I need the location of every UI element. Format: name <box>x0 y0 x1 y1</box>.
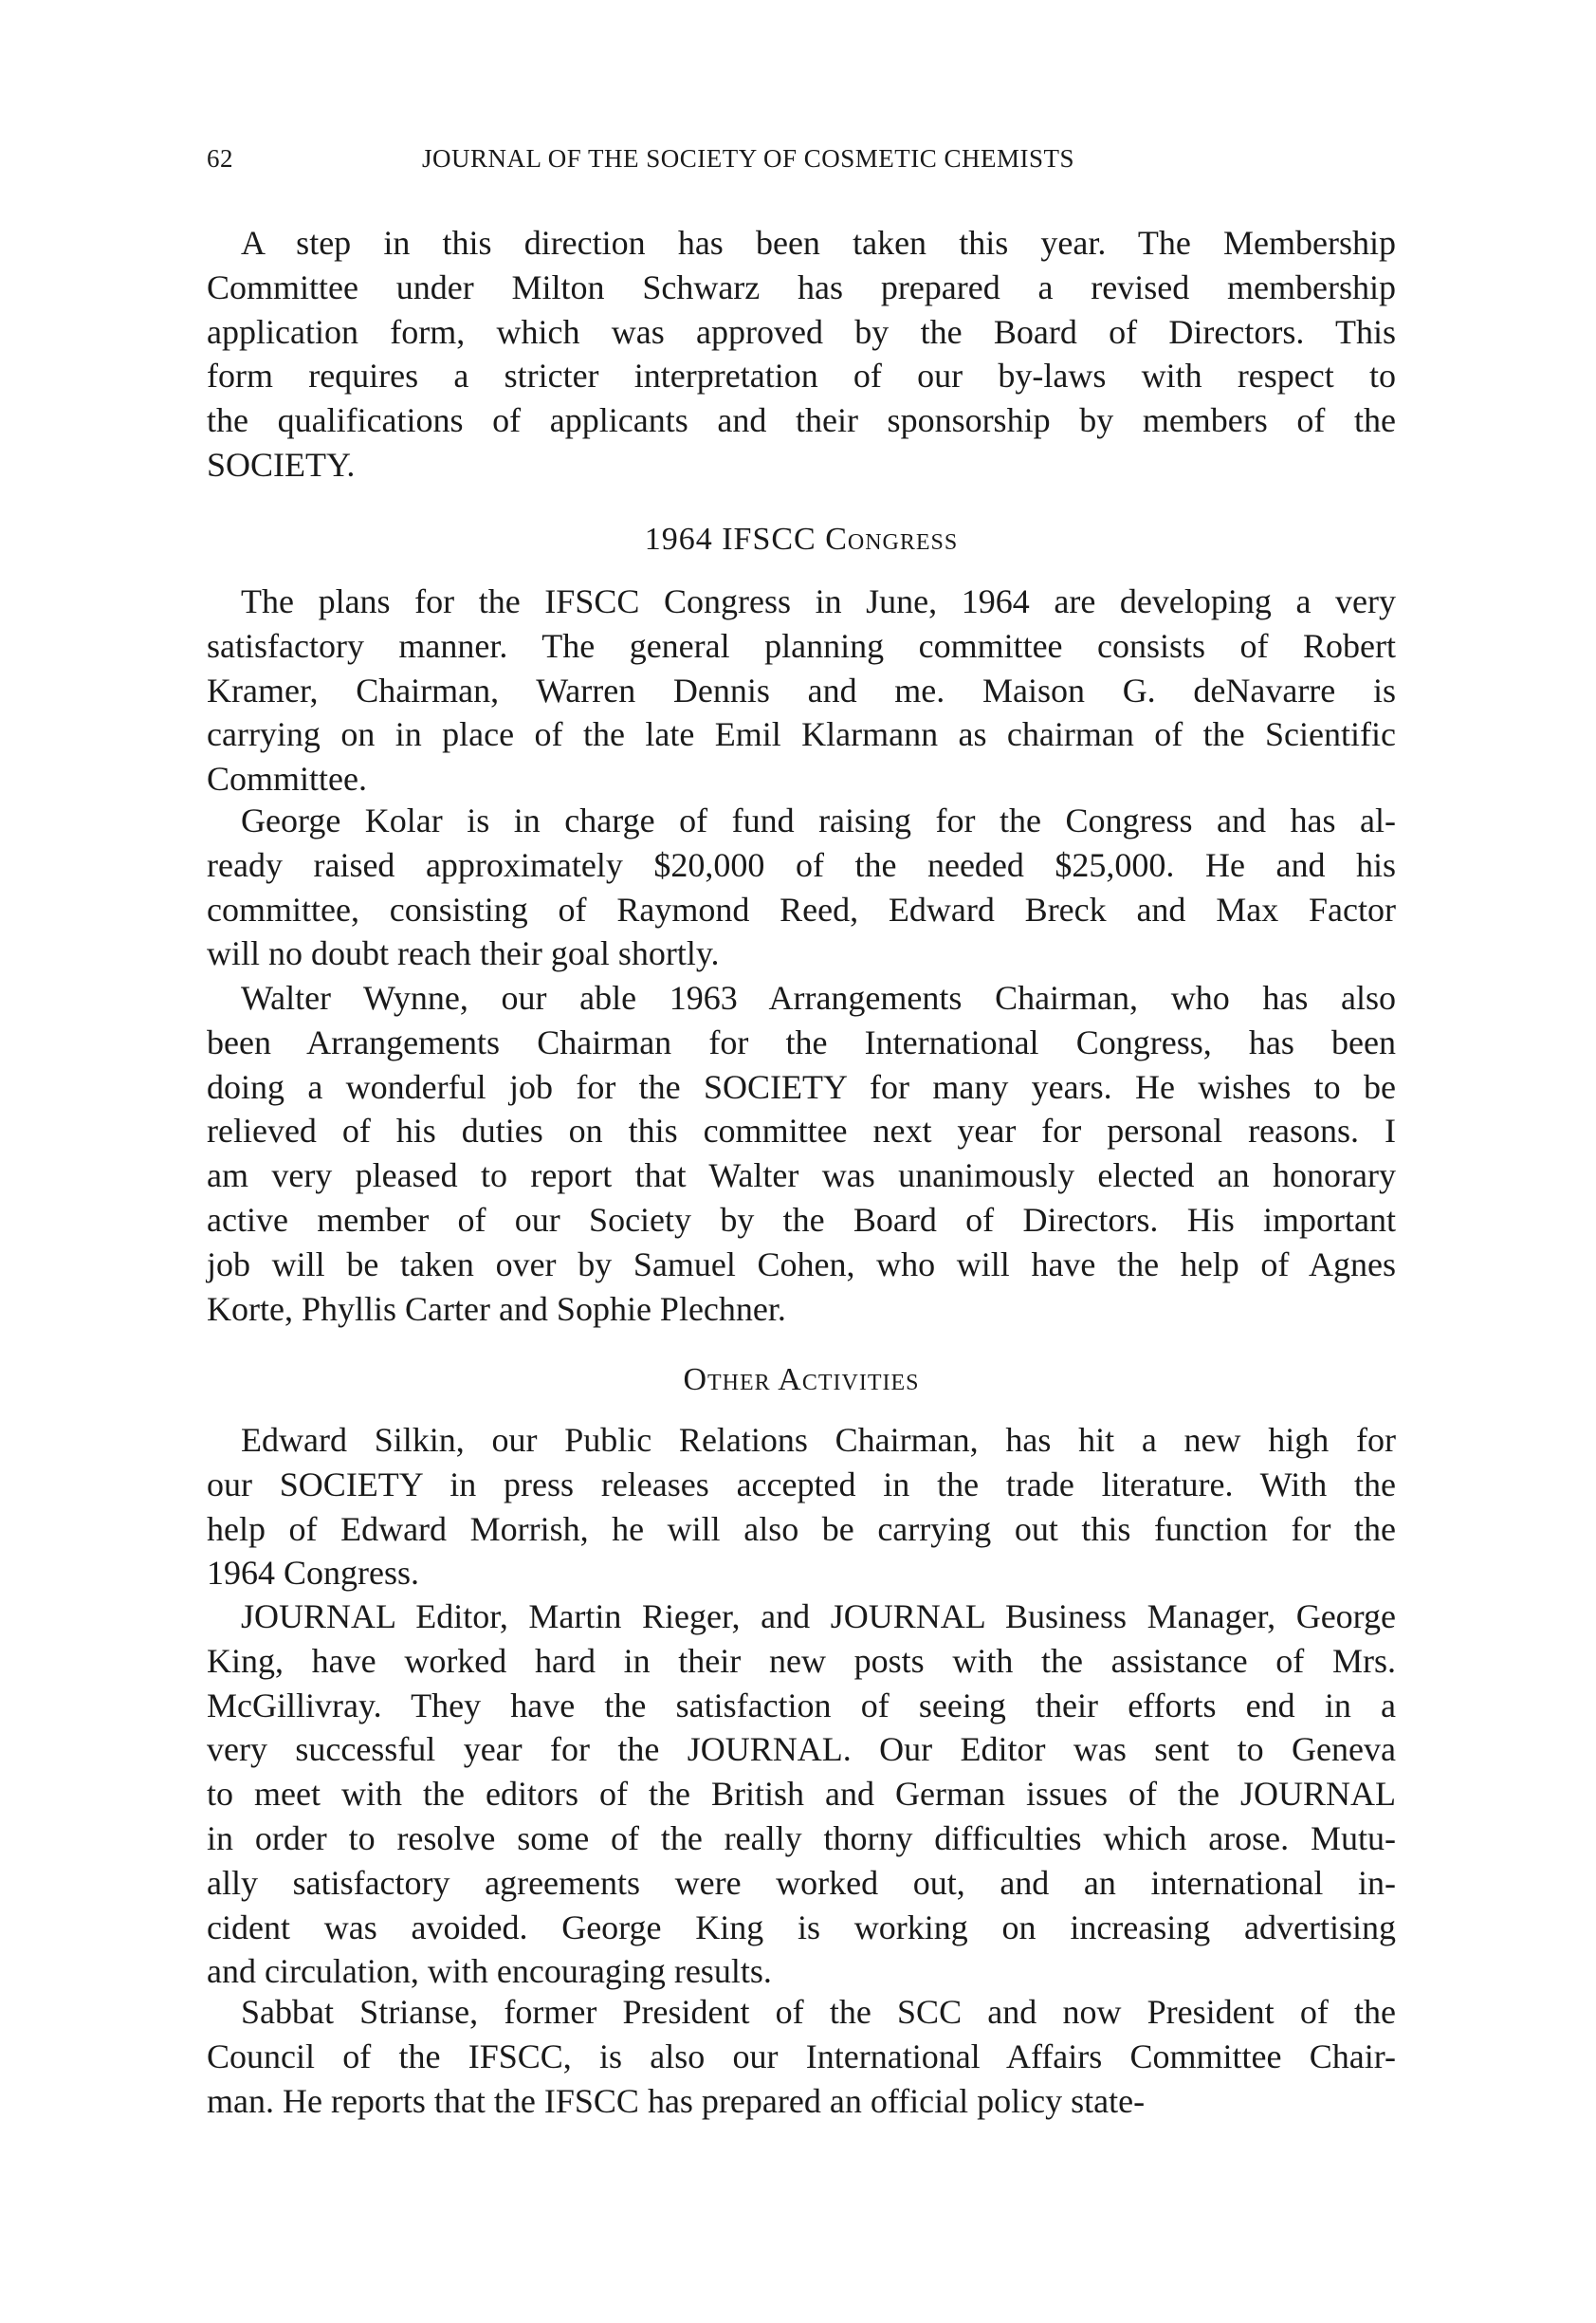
journal-title: JOURNAL OF THE SOCIETY OF COSMETIC CHEMISTS <box>422 144 1075 173</box>
paragraph <box>207 1418 1396 1595</box>
text-line: active member of our Society by the Board of Directors. His important <box>207 1200 1396 1239</box>
paragraph <box>207 1595 1396 1994</box>
page-number: 62 <box>207 144 233 173</box>
paragraph <box>207 1990 1396 2123</box>
text-line: application form, which was approved by the Board of Directors. This <box>207 312 1396 351</box>
text-line: the qualifications of applicants and their sponsorship by members of the <box>207 401 1396 440</box>
text-line: JOURNAL Editor, Martin Rieger, and JOURNAL Business Manager, George <box>241 1597 1396 1635</box>
text-line: form requires a stricter interpretation of our by-laws with respect to <box>207 357 1396 396</box>
text-line: Committee. <box>207 760 367 799</box>
text-line: doing a wonderful job for the SOCIETY for many years. He wishes to be <box>207 1067 1396 1106</box>
text-line: Sabbat Strianse, former President of the SCC and now President of the <box>241 1993 1396 2031</box>
text-line: help of Edward Morrish, he will also be carrying out this function for the <box>207 1509 1396 1548</box>
text-line: George Kolar is in charge of fund raising for the Congress and has al- <box>241 802 1396 839</box>
text-line: ally satisfactory agreements were worked out, and an international in- <box>207 1863 1396 1902</box>
text-line: Korte, Phyllis Carter and Sophie Plechner. <box>207 1289 786 1328</box>
text-line: McGillivray. They have the satisfaction of seeing their efforts end in a <box>207 1686 1396 1724</box>
text-line: will no doubt reach their goal shortly. <box>207 934 720 973</box>
text-line: Walter Wynne, our able 1963 Arrangements Chairman, who has also <box>241 979 1396 1017</box>
text-line: Edward Silkin, our Public Relations Chairman, has hit a new high for <box>241 1421 1396 1459</box>
text-line: our SOCIETY in press releases accepted in the trade literature. With the <box>207 1465 1396 1503</box>
text-line: in order to resolve some of the really thorny difficulties which arose. Mutu- <box>207 1818 1396 1857</box>
text-line: satisfactory manner. The general planning committee consists of Robert <box>207 626 1396 665</box>
text-line: relieved of his duties on this committee next year for personal reasons. I <box>207 1112 1396 1151</box>
text-line: to meet with the editors of the British and German issues of the JOURNAL <box>207 1775 1396 1814</box>
text-line: very successful year for the JOURNAL. Our Editor was sent to Geneva <box>207 1730 1396 1769</box>
text-line: A step in this direction has been taken this year. The Membership <box>241 224 1396 262</box>
text-line: ready raised approximately $20,000 of the needed $25,000. He and his <box>207 845 1396 884</box>
text-line: Kramer, Chairman, Warren Dennis and me. Maison G. deNavarre is <box>207 671 1396 710</box>
paragraph <box>207 221 1396 488</box>
section-heading-ifscc-congress: 1964 IFSCC Congress <box>644 522 959 557</box>
paragraph <box>207 580 1396 802</box>
text-line: Committee under Milton Schwarz has prepared a revised membership <box>207 267 1396 306</box>
paragraph <box>207 976 1396 1331</box>
text-line: Council of the IFSCC, is also our International Affairs Committee Chair- <box>207 2037 1396 2075</box>
text-line: been Arrangements Chairman for the International Congress, has been <box>207 1023 1396 1061</box>
text-line: King, have worked hard in their new posts with the assistance of Mrs. <box>207 1641 1396 1680</box>
text-line: cident was avoided. George King is working on increasing advertising <box>207 1908 1396 1946</box>
section-heading-other-activities: Other Activities <box>683 1362 920 1397</box>
text-line: and circulation, with encouraging results. <box>207 1952 772 1991</box>
text-line: am very pleased to report that Walter was unanimously elected an honorary <box>207 1156 1396 1195</box>
text-line: job will be taken over by Samuel Cohen, who will have the help of Agnes <box>207 1244 1396 1283</box>
text-line: The plans for the IFSCC Congress in June, 1964 are developing a very <box>241 582 1396 620</box>
text-line: man. He reports that the IFSCC has prepared an official policy state- <box>207 2081 1146 2120</box>
text-line: 1964 Congress. <box>207 1554 419 1593</box>
text-line: SOCIETY. <box>207 445 356 484</box>
text-line: committee, consisting of Raymond Reed, Edward Breck and Max Factor <box>207 890 1396 929</box>
paragraph <box>207 799 1396 976</box>
text-line: carrying on in place of the late Emil Klarmann as chairman of the Scientific <box>207 715 1396 754</box>
